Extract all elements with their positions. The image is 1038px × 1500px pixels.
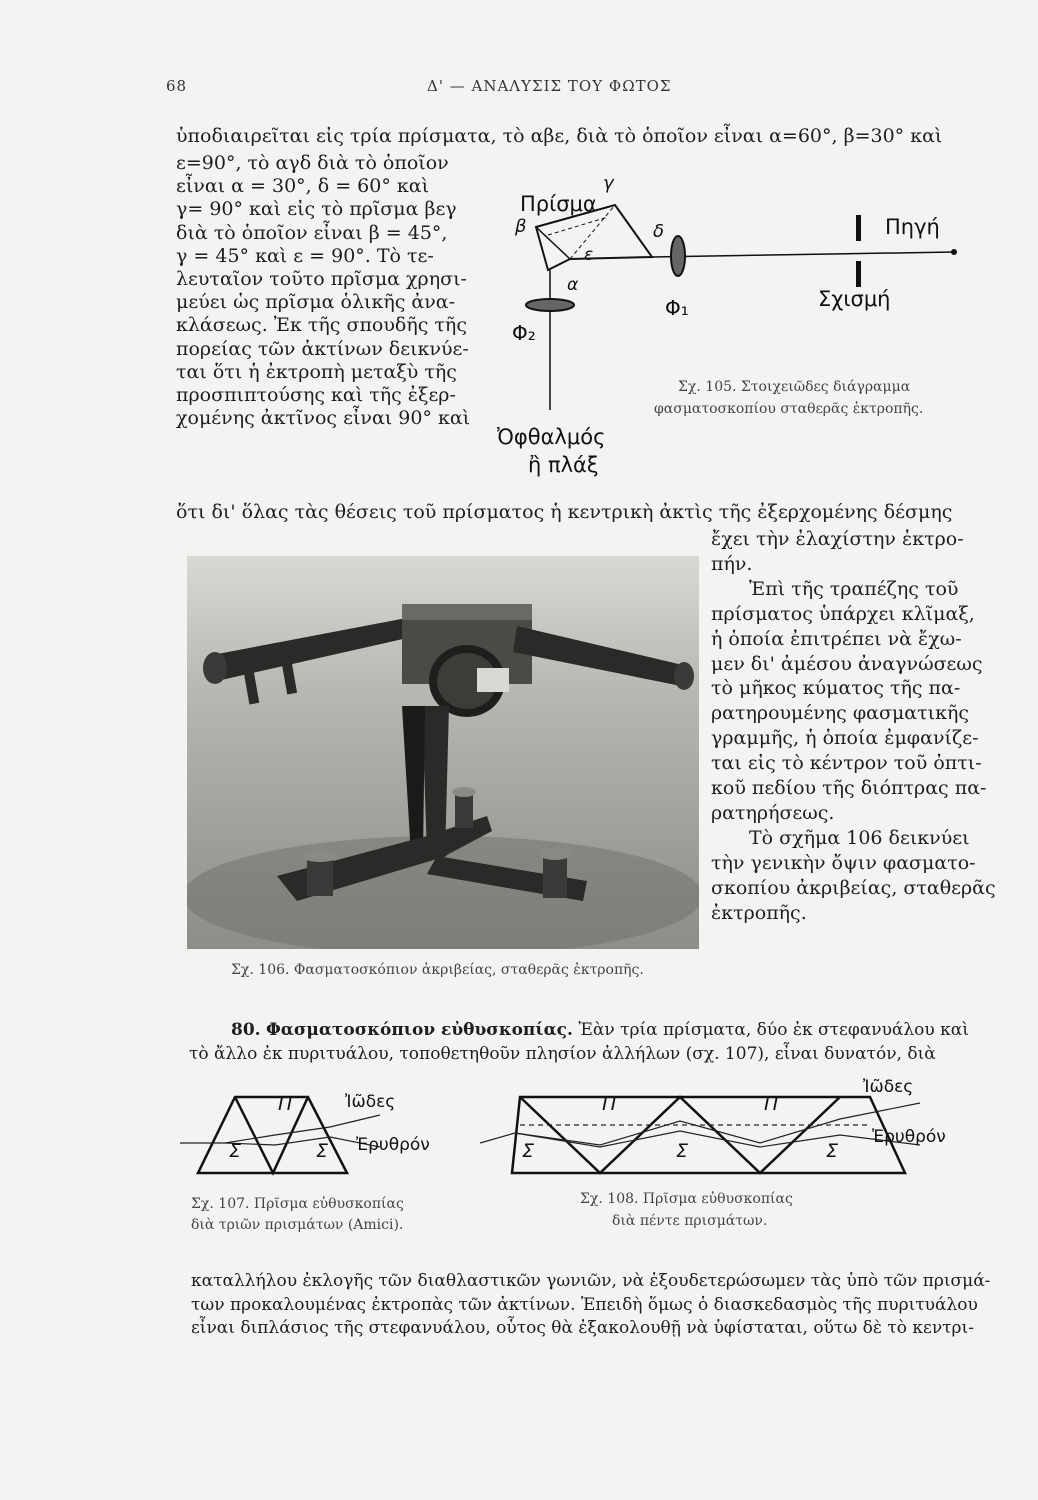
right-column-line: πήν. [711, 552, 753, 575]
running-title: Δ' — ΑΝΑΛΥΣΙΣ ΤΟΥ ΦΩΤΟΣ [427, 77, 672, 95]
fig107-caption-line1: Σχ. 107. Πρῖσμα εὐθυσκοπίας [191, 1196, 404, 1212]
para1-line: λευταῖον τοῦτο πρῖσμα χρησι- [176, 268, 467, 291]
fig105-slit-lower [856, 261, 861, 287]
section80-title: Φασματοσκόπιον εὐθυσκοπίας. [265, 1020, 573, 1040]
para1-line: εἶναι α = 30°, δ = 60° καὶ [176, 175, 430, 198]
fig108-prism-outline [512, 1097, 905, 1173]
right-column-line: ρατηρήσεως. [711, 801, 835, 824]
right-column-line: τὴν γενικὴν ὄψιν φασματο- [711, 851, 976, 874]
para1-line: ε=90°, τὸ αγδ διὰ τὸ ὁποῖον [176, 152, 449, 174]
section80-line1 [231, 1019, 969, 1042]
fig105-lens-phi2 [526, 299, 574, 311]
fig105-label-alpha: α [567, 275, 579, 295]
right-column-line: σκοπίου ἀκριβείας, σταθερᾶς [711, 876, 996, 899]
para1-line: χομένης ἀκτῖνος εἶναι 90° καὶ [176, 407, 471, 430]
right-column-line: Τὸ σχῆμα 106 δεικνύει [749, 826, 970, 849]
final-paragraph-line: των προκαλουμένας ἐκτροπὰς τῶν ἀκτίνων. Ἐπειδὴ ὅμως ὁ διασκεδασμὸς τῆς πυριτυάλου [191, 1294, 978, 1315]
fig105-label-slit: Σχισμή [818, 287, 891, 311]
fig108-label-red: Ἐρυθρόν [872, 1127, 946, 1147]
right-column-line: Ἐπὶ τῆς τραπέζης τοῦ [749, 577, 959, 600]
page-number: 68 [166, 77, 188, 95]
fig108-label-sigma-2: Σ [676, 1140, 689, 1162]
fig108-label-pi-2: Π [764, 1093, 779, 1115]
fig106-photo [187, 556, 699, 949]
right-column-line: κοῦ πεδίου τῆς διόπτρας πα- [711, 777, 987, 800]
fig108-caption-line1: Σχ. 108. Πρῖσμα εὐθυσκοπίας [580, 1191, 793, 1207]
para1-line: κλάσεως. Ἐκ τῆς σπουδῆς τῆς [176, 314, 467, 337]
fig105-label-plate: ἢ πλάξ [528, 453, 599, 477]
final-paragraph [191, 1270, 990, 1341]
fig105-slit-upper [856, 215, 861, 241]
right-column-line: ρατηρουμένης φασματικῆς [711, 702, 970, 725]
section80-line2: τὸ ἄλλο ἐκ πυριτυάλου, τοποθετηθοῦν πλησίον ἀλλήλων (σχ. 107), εἶναι δυνατόν, διὰ [189, 1044, 936, 1064]
fig105-label-phi1: Φ₁ [665, 296, 689, 320]
fig108-label-sigma-3: Σ [826, 1140, 839, 1162]
para1-narrow-block [176, 152, 470, 430]
fig108-label-sigma-1: Σ [522, 1140, 535, 1162]
para1-line: γ = 45° καὶ ε = 90°. Τὸ τε- [176, 244, 434, 267]
section80-line1-rest: Ἐὰν τρία πρίσματα, δύο ἐκ στεφανυάλου καὶ [578, 1020, 969, 1040]
right-column-line: ἐκτροπῆς. [711, 901, 807, 924]
fig105-caption-line1: Σχ. 105. Στοιχειῶδες διάγραμμα [678, 379, 911, 395]
fig107-label-sigma-right: Σ [316, 1140, 329, 1162]
right-column-line: ται εἰς τὸ κέντρον τοῦ ὀπτι- [711, 752, 982, 775]
fig108-incident-ray [480, 1133, 515, 1143]
fig108-label-violet: Ἰῶδες [863, 1077, 914, 1097]
fig108-caption-line2: διὰ πέντε πρισμάτων. [612, 1213, 768, 1229]
right-column-line: γραμμῆς, ἡ ὁποία ἐμφανίζε- [711, 727, 979, 750]
fig107-label-red: Ἐρυθρόν [356, 1135, 430, 1155]
right-column-line: πρίσματος ὑπάρχει κλῖμαξ, [711, 602, 975, 625]
fig105-prism-dash [548, 217, 608, 235]
para1-line: ται ὅτι ἡ ἐκτροπὴ μεταξὺ τῆς [176, 360, 457, 383]
fig105-optical-axis [652, 252, 954, 257]
final-paragraph-line: εἶναι διπλάσιος τῆς στεφανυάλου, οὗτος θὰ ἐξακολουθῇ νὰ ὑφίσταται, οὕτω δὲ τὸ κεντρι- [191, 1318, 974, 1338]
para1-after-line: ὅτι δι' ὅλας τὰς θέσεις τοῦ πρίσματος ἡ κεντρικὴ ἀκτὶς τῆς ἐξερχομένης δέσμης [176, 501, 953, 523]
fig105-caption-line2: φασματοσκοπίου σταθερᾶς ἐκτροπῆς. [654, 401, 924, 417]
section80-number: 80. [231, 1020, 261, 1040]
fig105-label-phi2: Φ₂ [512, 321, 536, 345]
fig105-label-gamma: γ [603, 173, 614, 194]
fig106-caption: Σχ. 106. Φασματοσκόπιον ἀκριβείας, σταθερᾶς ἐκτροπῆς. [231, 962, 644, 978]
para1-line: διὰ τὸ ὁποῖον εἶναι β = 45°, [176, 221, 448, 244]
fig105-label-prism: Πρίσμα [520, 192, 597, 216]
right-column-text [711, 527, 996, 926]
spectroscope-illustration [187, 556, 699, 949]
right-column-line: ἡ ὁποία ἐπιτρέπει νὰ ἔχω- [711, 627, 962, 650]
para1-line: πορείας τῶν ἀκτίνων δεικνύε- [176, 337, 469, 360]
fig107-label-sigma-left: Σ [229, 1140, 242, 1162]
fig105-label-source: Πηγή [885, 215, 940, 239]
fig107-caption-line2: διὰ τριῶν πρισμάτων (Amici). [191, 1217, 404, 1233]
right-column-line: τὸ μῆκος κύματος τῆς πα- [711, 677, 961, 700]
fig105-label-delta: δ [653, 221, 665, 242]
para1-line: γ= 90° καὶ εἰς τὸ πρῖσμα βεγ [176, 198, 457, 221]
fig108-label-pi-1: Π [602, 1093, 617, 1115]
para1-line: μεύει ὡς πρῖσμα ὁλικῆς ἀνα- [176, 291, 456, 314]
fig105-label-beta: β [515, 216, 527, 237]
para1-line: προσπιπτούσης καὶ τῆς ἐξερ- [176, 384, 456, 407]
fig105-label-eye: Ὀφθαλμός [497, 425, 606, 449]
fig107-label-violet: Ἰῶδες [345, 1092, 396, 1112]
para1-full-line: ὑποδιαιρεῖται εἰς τρία πρίσματα, τὸ αβε, διὰ τὸ ὁποῖον εἶναι α=60°, β=30° καὶ [176, 125, 943, 147]
right-column-line: μεν δι' ἀμέσου ἀναγνώσεως [711, 652, 983, 675]
fig107-label-pi: Π [278, 1093, 293, 1115]
fig105-lens-phi1 [671, 236, 685, 276]
right-column-line: ἔχει τὴν ἐλαχίστην ἐκτρο- [711, 528, 964, 550]
final-paragraph-line: καταλλήλου ἐκλογῆς τῶν διαθλαστικῶν γωνιῶν, νὰ ἐξουδετερώσωμεν τὰς ὑπὸ τῶν πρισμά- [191, 1271, 991, 1291]
fig105-label-epsilon: ε [584, 245, 594, 265]
fig105-source-dot [951, 249, 957, 255]
